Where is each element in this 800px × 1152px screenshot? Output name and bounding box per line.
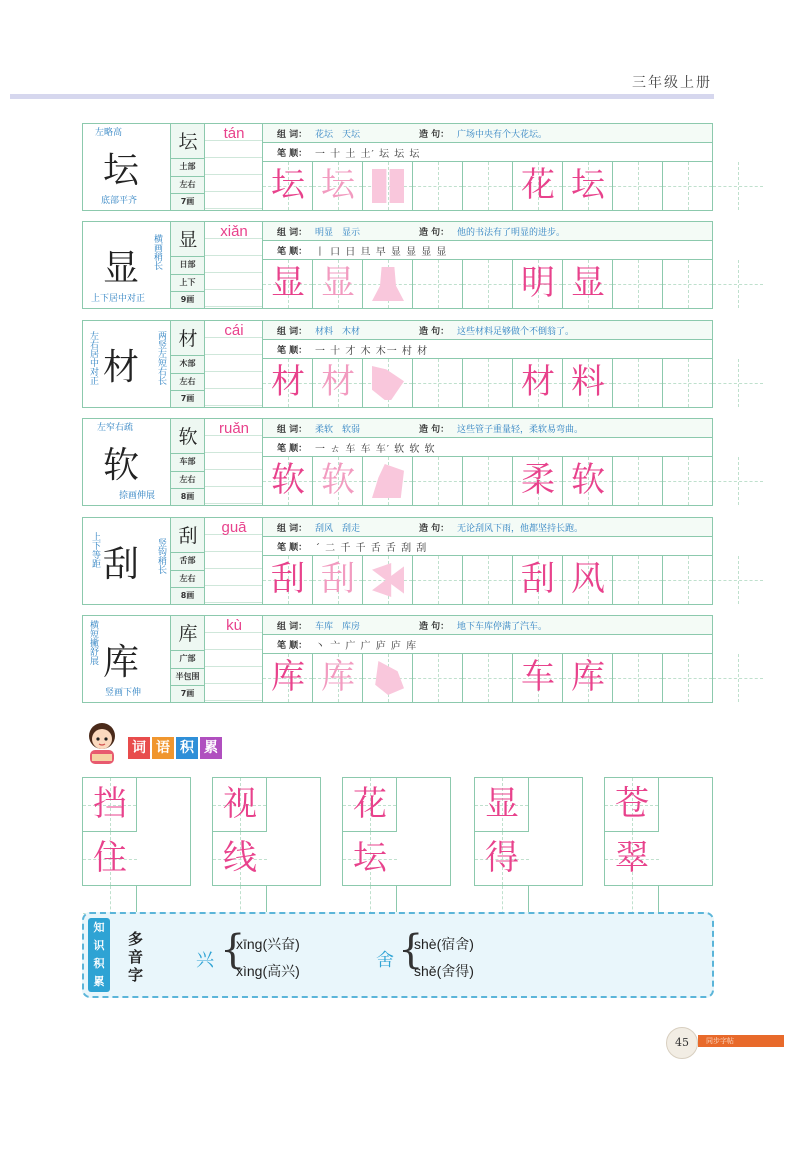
grid-cell[interactable]	[413, 260, 463, 308]
character-figure	[83, 616, 171, 702]
sentence-value: 广场中央有个大花坛。	[457, 130, 548, 140]
vocab-character: 得	[485, 838, 519, 878]
grid-cell[interactable]	[563, 457, 613, 505]
vocab-word-box	[212, 777, 321, 886]
grid-cell[interactable]	[713, 556, 763, 604]
vocab-cell[interactable]	[343, 832, 397, 886]
grid-character: 刮	[521, 559, 555, 599]
tracing-stroke	[372, 267, 404, 301]
grid-cell[interactable]	[463, 654, 513, 702]
strokes-row	[263, 438, 712, 457]
grid-cell[interactable]	[663, 162, 713, 210]
strokes-label: 笔 顺：	[277, 641, 308, 651]
grid-cell[interactable]	[563, 654, 613, 702]
writing-grid	[263, 359, 763, 407]
writing-tip: 左右居中对正	[88, 331, 98, 385]
small-character: 刮	[178, 525, 198, 547]
writing-grid	[263, 260, 763, 308]
large-character: 软	[103, 445, 140, 486]
grid-cell[interactable]	[513, 556, 563, 604]
sentence-label: 造 句：	[419, 327, 450, 337]
knowledge-tag-char: 识	[93, 939, 105, 952]
strokes-label: 笔 顺：	[277, 543, 308, 553]
vocab-title	[128, 737, 222, 759]
strokes-label: 笔 顺：	[277, 444, 308, 454]
page-number: 45	[666, 1027, 698, 1059]
grid-character: 库	[271, 657, 305, 697]
vocab-character: 住	[93, 838, 127, 878]
structure-tag: 半包围	[171, 668, 204, 685]
sentence-value: 无论刮风下雨，他都坚持长跑。	[457, 524, 584, 534]
pinyin-column	[205, 124, 263, 210]
grid-cell[interactable]	[363, 654, 413, 702]
knowledge-box	[82, 912, 714, 998]
header-bar	[10, 94, 714, 99]
character-card	[82, 615, 713, 703]
writing-tip: 上下居中对正	[91, 294, 146, 304]
writing-tip: 竖画下伸	[105, 688, 142, 698]
grid-cell[interactable]	[513, 654, 563, 702]
grid-cell[interactable]	[613, 654, 663, 702]
radical-tag: 木部	[171, 355, 204, 372]
strokes-row	[263, 537, 712, 556]
large-character: 材	[103, 347, 140, 388]
strokes-label: 笔 顺：	[277, 149, 308, 159]
knowledge-title: 多音字	[128, 930, 144, 984]
words-value: 材料 木材	[315, 327, 361, 337]
reading: shě(舍得)	[414, 963, 474, 979]
words-row	[263, 321, 712, 340]
polyphone-char: 兴	[196, 950, 214, 971]
stroke-order: 一 十 土 土′ 坛 坛 坛	[315, 149, 421, 160]
character-figure	[83, 124, 171, 210]
character-figure	[83, 321, 171, 407]
radical-tag: 舌部	[171, 552, 204, 569]
count-tag: 7画	[171, 193, 204, 210]
character-info	[171, 222, 205, 308]
grid-character: 坛	[271, 165, 305, 205]
sentence-label: 造 句：	[419, 130, 450, 140]
count-tag: 7画	[171, 685, 204, 702]
small-character: 材	[178, 328, 198, 350]
words-value: 刮风 刮走	[315, 524, 361, 534]
strokes-row	[263, 340, 712, 359]
writing-tip: 竖钩稍长	[156, 538, 166, 574]
words-row	[263, 616, 712, 635]
grid-cell[interactable]	[413, 359, 463, 407]
strokes-label: 笔 顺：	[277, 346, 308, 356]
grid-cell[interactable]	[413, 457, 463, 505]
writing-grid	[263, 654, 763, 702]
grid-cell[interactable]	[313, 457, 363, 505]
writing-grid	[263, 556, 763, 604]
vocab-cell[interactable]	[475, 778, 529, 832]
character-card	[82, 221, 713, 309]
character-info	[171, 419, 205, 505]
grid-character: 库	[571, 657, 605, 697]
small-character: 软	[178, 426, 198, 448]
practice-area	[263, 222, 712, 308]
reading: xīng(兴奋)	[236, 936, 300, 952]
grid-character: 材	[521, 362, 555, 402]
brace-icon: {	[220, 927, 246, 973]
structure-tag: 左右	[171, 471, 204, 488]
character-figure	[83, 419, 171, 505]
vocab-cell[interactable]	[83, 778, 137, 832]
grid-character: 软	[571, 460, 605, 500]
grid-character: 材	[271, 362, 305, 402]
grid-cell[interactable]	[313, 359, 363, 407]
grid-character: 显	[321, 263, 355, 303]
writing-tip: 两竖左短右长	[156, 331, 166, 385]
grid-character: 刮	[321, 559, 355, 599]
grid-cell[interactable]	[513, 457, 563, 505]
grid-cell[interactable]	[313, 260, 363, 308]
words-row	[263, 222, 712, 241]
vocab-title-char: 累	[200, 737, 222, 759]
grid-cell[interactable]	[263, 162, 313, 210]
grid-character: 坛	[321, 165, 355, 205]
grid-character: 车	[521, 657, 555, 697]
grid-character: 库	[321, 657, 355, 697]
words-row	[263, 419, 712, 438]
practice-area	[263, 616, 712, 702]
vocab-character: 苍	[615, 784, 649, 824]
pinyin: xiǎn	[220, 223, 248, 240]
grid-cell[interactable]	[363, 359, 413, 407]
vocab-word-box	[474, 777, 583, 886]
practice-area	[263, 518, 712, 604]
grid-cell[interactable]	[613, 457, 663, 505]
grid-cell[interactable]	[663, 457, 713, 505]
grid-cell[interactable]	[413, 162, 463, 210]
vocab-title-char: 积	[176, 737, 198, 759]
grid-cell[interactable]	[263, 457, 313, 505]
grid-cell[interactable]	[713, 457, 763, 505]
vocab-title-char: 词	[128, 737, 150, 759]
strokes-label: 笔 顺：	[277, 247, 308, 257]
words-value: 柔软 软弱	[315, 425, 361, 435]
grid-cell[interactable]	[563, 162, 613, 210]
small-character: 库	[178, 623, 198, 645]
polyphone-char: 舍	[376, 950, 394, 971]
sentence-label: 造 句：	[419, 524, 450, 534]
brace-icon: {	[398, 927, 424, 973]
grid-cell[interactable]	[463, 556, 513, 604]
sentence-value: 他的书法有了明显的进步。	[457, 228, 566, 238]
structure-tag: 上下	[171, 274, 204, 291]
grid-character: 花	[521, 165, 555, 205]
grid-cell[interactable]	[713, 654, 763, 702]
vocab-character: 坛	[353, 838, 387, 878]
tracing-stroke	[372, 464, 404, 498]
vocab-cell[interactable]	[475, 832, 529, 886]
grid-cell[interactable]	[613, 260, 663, 308]
girl-icon	[82, 718, 122, 766]
grid-character: 软	[271, 460, 305, 500]
large-character: 显	[103, 248, 140, 289]
words-label: 组 词：	[277, 425, 308, 435]
grid-cell[interactable]	[663, 359, 713, 407]
writing-tip: 横短撇舒展	[88, 620, 98, 665]
grid-cell[interactable]	[363, 162, 413, 210]
character-card	[82, 418, 713, 506]
sentence-label: 造 句：	[419, 228, 450, 238]
grid-cell[interactable]	[263, 359, 313, 407]
structure-tag: 左右	[171, 176, 204, 193]
character-info	[171, 124, 205, 210]
grid-cell[interactable]	[363, 260, 413, 308]
large-character: 刮	[103, 544, 140, 585]
writing-tip: 底部平齐	[101, 196, 138, 206]
pinyin: guā	[221, 519, 247, 536]
strokes-row	[263, 635, 712, 654]
grid-cell[interactable]	[713, 162, 763, 210]
grid-cell[interactable]	[613, 556, 663, 604]
grid-cell[interactable]	[563, 556, 613, 604]
strokes-row	[263, 143, 712, 162]
vocab-cell[interactable]	[605, 832, 659, 886]
stroke-order: ˊ 二 千 千 舌 舌 刮 刮	[315, 543, 428, 554]
practice-area	[263, 321, 712, 407]
grid-cell[interactable]	[263, 556, 313, 604]
sentence-value: 地下车库停满了汽车。	[457, 622, 548, 632]
radical-tag: 日部	[171, 256, 204, 273]
words-row	[263, 124, 712, 143]
large-character: 坛	[103, 150, 140, 191]
writing-grid	[263, 457, 763, 505]
character-info	[171, 616, 205, 702]
practice-area	[263, 124, 712, 210]
vocab-cell[interactable]	[83, 832, 137, 886]
writing-tip: 左窄右疏	[97, 423, 134, 433]
grid-cell[interactable]	[463, 162, 513, 210]
sentence-value: 这些管子重量轻，柔软易弯曲。	[457, 425, 584, 435]
vocab-character: 线	[223, 838, 257, 878]
grid-character: 明	[521, 263, 555, 303]
pinyin: cái	[224, 322, 244, 339]
tracing-stroke	[372, 366, 404, 400]
vocab-cell[interactable]	[213, 832, 267, 886]
grid-cell[interactable]	[663, 260, 713, 308]
grid-cell[interactable]	[513, 162, 563, 210]
writing-tip: 上下等距	[90, 532, 100, 568]
grid-cell[interactable]	[413, 556, 463, 604]
grid-cell[interactable]	[563, 260, 613, 308]
structure-tag: 左右	[171, 373, 204, 390]
vocab-character: 视	[223, 784, 257, 824]
grid-cell[interactable]	[663, 556, 713, 604]
words-label: 组 词：	[277, 130, 308, 140]
small-character: 显	[178, 229, 198, 251]
stroke-order: 一 ㄊ 车 车 车′ 软 软 软	[315, 444, 436, 455]
tracing-stroke	[372, 169, 404, 203]
words-label: 组 词：	[277, 622, 308, 632]
grid-cell[interactable]	[513, 260, 563, 308]
grid-cell[interactable]	[713, 260, 763, 308]
knowledge-tag-char: 知	[93, 921, 105, 934]
words-label: 组 词：	[277, 524, 308, 534]
radical-tag: 土部	[171, 158, 204, 175]
vocab-character: 挡	[93, 784, 127, 824]
knowledge-tag	[88, 918, 110, 992]
grid-character: 柔	[521, 460, 555, 500]
pinyin-column	[205, 419, 263, 505]
words-row	[263, 518, 712, 537]
grid-cell[interactable]	[363, 556, 413, 604]
character-card	[82, 517, 713, 605]
grid-cell[interactable]	[613, 162, 663, 210]
pinyin-column	[205, 518, 263, 604]
character-card	[82, 123, 713, 211]
grid-cell[interactable]	[463, 457, 513, 505]
grid-cell[interactable]	[263, 654, 313, 702]
character-info	[171, 518, 205, 604]
grid-character: 刮	[271, 559, 305, 599]
vocab-title-char: 语	[152, 737, 174, 759]
large-character: 库	[103, 642, 140, 683]
grid-cell[interactable]	[463, 359, 513, 407]
words-value: 车库 库房	[315, 622, 361, 632]
grid-cell[interactable]	[413, 654, 463, 702]
grid-cell[interactable]	[313, 162, 363, 210]
count-tag: 9画	[171, 291, 204, 308]
grid-cell[interactable]	[313, 556, 363, 604]
pinyin-column	[205, 222, 263, 308]
sentence-label: 造 句：	[419, 622, 450, 632]
reading: shè(宿舍)	[414, 936, 474, 952]
writing-tip: 捺画伸展	[119, 491, 156, 501]
pinyin: ruǎn	[218, 420, 250, 437]
vocab-cell[interactable]	[605, 778, 659, 832]
stroke-order: 一 十 才 木 木一 村 材	[315, 346, 429, 357]
grid-cell[interactable]	[513, 359, 563, 407]
character-card	[82, 320, 713, 408]
grid-cell[interactable]	[713, 359, 763, 407]
writing-tip: 左略高	[95, 128, 123, 138]
practice-area	[263, 419, 712, 505]
grid-cell[interactable]	[363, 457, 413, 505]
knowledge-tag-char: 累	[93, 975, 105, 988]
words-label: 组 词：	[277, 327, 308, 337]
grid-cell[interactable]	[263, 260, 313, 308]
radical-tag: 车部	[171, 453, 204, 470]
vocab-word-box	[342, 777, 451, 886]
grid-character: 风	[571, 559, 605, 599]
knowledge-tag-char: 积	[93, 957, 105, 970]
grid-cell[interactable]	[663, 654, 713, 702]
vocab-word-box	[82, 777, 191, 886]
count-tag: 8画	[171, 587, 204, 604]
tracing-stroke	[372, 563, 404, 597]
words-label: 组 词：	[277, 228, 308, 238]
grid-character: 显	[571, 263, 605, 303]
radical-tag: 广部	[171, 650, 204, 667]
character-figure	[83, 518, 171, 604]
reading: xìng(高兴)	[236, 963, 300, 979]
pinyin: tán	[223, 125, 245, 142]
tracing-stroke	[372, 661, 404, 695]
character-figure	[83, 222, 171, 308]
sentence-value: 这些材料足够做个不倒翁了。	[457, 327, 575, 337]
grid-character: 材	[321, 362, 355, 402]
character-info	[171, 321, 205, 407]
count-tag: 7画	[171, 390, 204, 407]
strokes-row	[263, 241, 712, 260]
stroke-order: 丨 口 日 旦 早 显 显 显 显	[315, 247, 448, 258]
pinyin-column	[205, 616, 263, 702]
small-character: 坛	[178, 131, 198, 153]
sentence-label: 造 句：	[419, 425, 450, 435]
grid-cell[interactable]	[463, 260, 513, 308]
writing-grid	[263, 162, 763, 210]
vocab-cell[interactable]	[213, 778, 267, 832]
vocab-character: 显	[485, 784, 519, 824]
vocab-cell[interactable]	[343, 778, 397, 832]
vocab-character: 翠	[615, 838, 649, 878]
grid-cell[interactable]	[563, 359, 613, 407]
writing-tip: 横画稍长	[152, 234, 162, 270]
stroke-order: 丶 亠 广 广 庐 庐 库	[315, 641, 418, 652]
grid-cell[interactable]	[613, 359, 663, 407]
grid-character: 料	[571, 362, 605, 402]
pinyin-column	[205, 321, 263, 407]
grade-label: 三年级上册	[632, 75, 712, 91]
count-tag: 8画	[171, 488, 204, 505]
grid-cell[interactable]	[313, 654, 363, 702]
pinyin: kù	[226, 617, 242, 634]
words-value: 花坛 天坛	[315, 130, 361, 140]
grid-character: 显	[271, 263, 305, 303]
structure-tag: 左右	[171, 570, 204, 587]
vocab-character: 花	[353, 784, 387, 824]
grid-character: 坛	[571, 165, 605, 205]
vocab-word-box	[604, 777, 713, 886]
words-value: 明显 显示	[315, 228, 361, 238]
footer-band: 同步字帖	[698, 1035, 784, 1047]
grid-character: 软	[321, 460, 355, 500]
